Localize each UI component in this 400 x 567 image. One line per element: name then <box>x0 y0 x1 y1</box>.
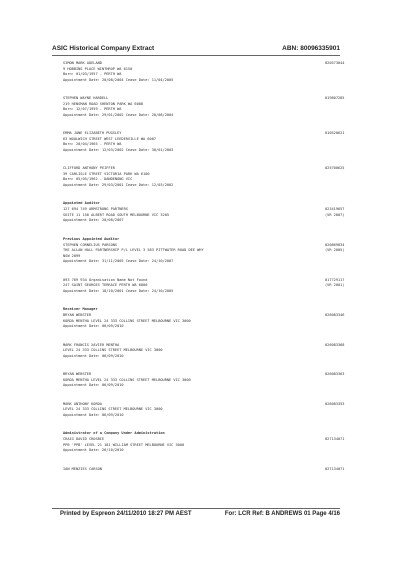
appointed-auditor-group <box>63 207 345 224</box>
record-detail-line: Appointment Date: 26/10/2010 <box>63 448 124 452</box>
document-number <box>325 207 345 218</box>
record-detail-line: Appointment Date: 20/08/2004 Cease Date: 11/04/2005 <box>63 77 174 82</box>
record-name: IAN MENZIES CARSON <box>63 466 102 471</box>
record-name: 127 694 749 ARMSTRONG PARTNERS <box>63 207 128 211</box>
abn-number: ABN: 80096335901 <box>282 45 340 52</box>
section-heading-administrator: Administrator of a Company Under Administration <box>63 431 165 435</box>
record-detail-line: LEVEL 24 333 COLLINS STREET MELBOURNE VIC 3000 <box>63 348 163 352</box>
record-name: 093 769 934 Organisation Name Not Found <box>63 277 148 282</box>
document-number-line: 019807285 <box>325 96 345 100</box>
section-heading-appointed-auditor: Appointed Auditor <box>63 201 100 205</box>
document-number <box>325 61 345 67</box>
record-detail-line: 9 HOBBINS PLACE WINTHROP WA 6150 <box>63 66 133 71</box>
record-detail-line: 63 WOOLWICH STREET WEST LEEDERVILLE WA 6007 <box>63 136 157 141</box>
record-detail-line: Appointment Date: 18/10/2001 Cease Date: 24/10/2005 <box>63 288 174 293</box>
record-detail-line: Born: 20/04/1965 - PERTH WA <box>63 142 122 146</box>
record-detail-line: Appointment Date: 20/08/2007 <box>63 218 124 222</box>
document-number <box>325 343 345 349</box>
record-detail-line: Born: 12/07/1959 - PERTH WA <box>63 107 122 111</box>
document-number <box>325 131 345 137</box>
record-entry <box>63 166 345 188</box>
record-name: BRYAN WEBSTER <box>63 313 92 317</box>
record-name: CRAIG DAVID CROSBIE <box>63 437 105 441</box>
record-entry <box>63 131 345 153</box>
receiver-manager-group <box>63 313 345 418</box>
record-entry <box>63 402 345 419</box>
document-number <box>325 313 345 319</box>
record-detail-line: KORDA MENTHA LEVEL 24 333 COLLINS STREET MELBOURNE VIC 3000 <box>63 377 191 382</box>
document-title: ASIC Historical Company Extract <box>52 45 155 52</box>
record-detail-line: Appointment Date: 06/09/2010 <box>63 412 124 417</box>
record-detail-line: KORDA MENTHA LEVEL 24 333 COLLINS STREET MELBOURNE VIC 3000 <box>63 318 191 323</box>
administrator-group <box>63 437 345 472</box>
document-number-line: 026083368 <box>325 342 345 347</box>
record-name: STEPHEN WAYNE HARDELL <box>63 96 109 100</box>
record-detail-line: SUITE 11 150 ALBERT ROAD SOUTH MELBOURNE VIC 3205 <box>63 212 170 217</box>
previous-auditor-group <box>63 243 345 295</box>
record-entry <box>63 313 345 330</box>
record-entry <box>63 96 345 118</box>
record-detail-line: Born: 05/05/1962 - DANDENONG VIC <box>63 177 133 181</box>
record-name: STEPHEN CORNELIUS PARSONS <box>63 242 118 247</box>
record-detail-line: 219 HENSMAN ROAD SHENTON PARK WA 6008 <box>63 101 144 106</box>
record-detail-line: Appointment Date: 06/09/2010 <box>63 383 124 387</box>
document-number <box>325 96 345 102</box>
record-detail-line: Appointment Date: 06/09/2010 <box>63 353 124 358</box>
document-number-line: 027134071 <box>325 466 345 471</box>
record-name: MARK FRANCIS XAVIER MENTHA <box>63 342 120 347</box>
document-number-line: 010520621 <box>325 131 345 135</box>
record-entry <box>63 343 345 360</box>
document-number <box>325 402 345 408</box>
record-name: BRYAN WEBSTER <box>63 372 92 376</box>
document-number-line: (VR 2005) <box>325 248 345 252</box>
document-body <box>63 61 345 472</box>
record-detail-line: NSW 2099 <box>63 253 81 258</box>
record-detail-line: LEVEL 24 333 COLLINS STREET MELBOURNE VIC 3000 <box>63 407 163 411</box>
record-entry <box>63 207 345 224</box>
print-info: Printed by Espreon 24/11/2010 18:27 PM AEST <box>60 511 192 517</box>
document-number <box>325 467 345 473</box>
record-entry <box>63 243 345 265</box>
record-name: SIMON MARK ADELAND <box>63 61 102 65</box>
document-number <box>325 372 345 378</box>
document-number-line: 026083353 <box>325 401 345 406</box>
record-name: CLIFFORD ANTHONY PEIFFER <box>63 166 115 170</box>
record-entry <box>63 372 345 389</box>
document-number <box>325 437 345 443</box>
record-detail-line: PPB 'PPB' LEVEL 21 181 WILLIAM STREET MELBOURNE VIC 3000 <box>63 442 185 447</box>
record-entry <box>63 278 345 295</box>
document-number-line: 017729117 <box>325 277 345 282</box>
document-number <box>325 278 345 289</box>
record-detail-line: THE ALLAN HALL PARTNERSHIP P/L LEVEL 3 583 PITTWATER ROAD DEE WHY <box>63 248 204 252</box>
document-number-line: 020869834 <box>325 242 345 247</box>
record-entry <box>63 467 345 473</box>
document-number-line: (VR 2001) <box>325 283 345 287</box>
record-detail-line: Born: 01/03/1957 - PERTH WA <box>63 72 122 76</box>
officeholder-group <box>63 61 345 188</box>
record-name: EMMA JANE ELIZABETH PUGSLEY <box>63 131 122 135</box>
footer-divider <box>52 508 340 509</box>
record-detail-line: Appointment Date: 06/09/2010 <box>63 324 124 328</box>
record-detail-line: Appointment Date: 29/01/2002 Cease Date: 20/08/2004 <box>63 112 174 117</box>
document-number-line: 026083346 <box>325 313 345 317</box>
document-number-line: (VR 2007) <box>325 212 345 217</box>
record-detail-line: Appointment Date: 31/11/2005 Cease Date: 24/10/2007 <box>63 259 174 263</box>
record-detail-line: 39 CARLISLE STREET VICTORIA PARK WA 6100 <box>63 171 150 176</box>
document-number-line: 025700625 <box>325 166 345 170</box>
header-divider <box>52 55 340 56</box>
document-number-line: 026083363 <box>325 372 345 376</box>
record-name: MARK ANTHONY KORDA <box>63 401 102 406</box>
record-detail-line: 247 SAINT GEORGES TERRACE PERTH WA 6000 <box>63 283 148 287</box>
document-number-line: 027134071 <box>325 437 345 441</box>
record-entry <box>63 437 345 454</box>
record-detail-line: Appointment Date: 29/03/2001 Cease Date: 12/03/2002 <box>63 182 174 187</box>
document-number-line: 020573044 <box>325 61 345 65</box>
record-entry <box>63 61 345 83</box>
document-footer <box>60 511 340 521</box>
document-number <box>325 243 345 254</box>
document-number <box>325 166 345 172</box>
record-detail-line: Appointment Date: 12/03/2002 Cease Date: 30/01/2003 <box>63 147 174 152</box>
document-number-line: 023419657 <box>325 207 345 211</box>
section-heading-previous-auditor: Previous Appointed Auditor <box>63 236 120 241</box>
section-heading-receiver-manager: Receiver Manager <box>63 307 98 311</box>
reference-info: For: LCR Ref: B ANDREWS 01 Page 4/16 <box>224 511 340 517</box>
